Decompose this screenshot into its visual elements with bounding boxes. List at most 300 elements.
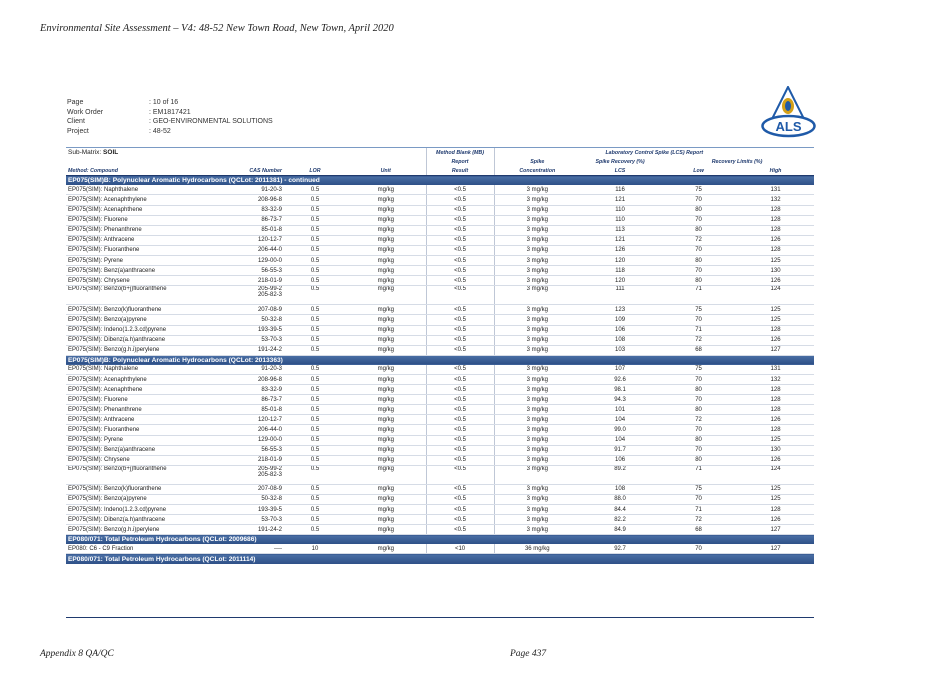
cell-res: <0.5 — [426, 195, 494, 205]
footer-appendix: Appendix 8 QA/QC — [40, 649, 114, 659]
cell-lcs: 121 — [580, 195, 660, 205]
cell-cas: 120-12-7 — [216, 235, 284, 245]
cell-res: <0.5 — [426, 415, 494, 425]
cell-low: 80 — [660, 455, 737, 465]
cell-lcs: 101 — [580, 405, 660, 415]
group-title: EP075(SIM)B: Polynuclear Aromatic Hydrocarbons (QCLot: 2011381) - continued — [66, 176, 814, 186]
cell-cmp: EP075(SIM): Fluorene — [66, 215, 216, 225]
cell-res: <0.5 — [426, 445, 494, 455]
cell-low: 80 — [660, 405, 737, 415]
cell-res: <0.5 — [426, 345, 494, 355]
table-row — [66, 256, 814, 266]
cell-cmp: EP075(SIM): Acenaphthylene — [66, 374, 216, 384]
cell-low: 71 — [660, 286, 737, 305]
cell-conc: 3 mg/kg — [494, 256, 580, 266]
cell-cmp: EP075(SIM): Acenaphthene — [66, 385, 216, 395]
cell-conc: 3 mg/kg — [494, 365, 580, 375]
cell-high: 128 — [737, 205, 814, 215]
table-row — [66, 215, 814, 225]
cell-conc: 3 mg/kg — [494, 225, 580, 235]
cell-high: 128 — [737, 425, 814, 435]
cell-lcs: 84.9 — [580, 525, 660, 535]
info-key: Client — [67, 118, 85, 125]
table-row — [66, 435, 814, 445]
cell-cmp: EP075(SIM): Fluorene — [66, 395, 216, 405]
table-row — [66, 374, 814, 384]
cell-lor: 0.5 — [284, 185, 346, 195]
table-row — [66, 276, 814, 286]
cell-high: 125 — [737, 494, 814, 504]
cell-conc: 3 mg/kg — [494, 525, 580, 535]
cell-lcs: 104 — [580, 435, 660, 445]
cell-cas: 53-70-3 — [216, 335, 284, 345]
cell-high: 128 — [737, 385, 814, 395]
cell-res: <0.5 — [426, 325, 494, 335]
cell-res: <0.5 — [426, 365, 494, 375]
cell-unit: mg/kg — [346, 195, 426, 205]
cell-low: 68 — [660, 525, 737, 535]
cell-res: <0.5 — [426, 266, 494, 276]
cell-cas: 193-39-5 — [216, 505, 284, 515]
cell-res: <0.5 — [426, 286, 494, 305]
cell-high: 126 — [737, 455, 814, 465]
cell-res: <0.5 — [426, 385, 494, 395]
cell-cas: 129-00-0 — [216, 435, 284, 445]
cell-high: 125 — [737, 435, 814, 445]
cell-unit: mg/kg — [346, 515, 426, 525]
cell-low: 72 — [660, 235, 737, 245]
cell-lcs: 118 — [580, 266, 660, 276]
cell-conc: 3 mg/kg — [494, 276, 580, 286]
high-header: High — [737, 166, 814, 176]
mb-report-header: Report — [426, 157, 494, 166]
table-row — [66, 245, 814, 255]
cell-res: <0.5 — [426, 435, 494, 445]
cell-lor: 10 — [284, 544, 346, 554]
table-row — [66, 205, 814, 215]
concentration-header: Concentration — [494, 166, 580, 176]
cell-low: 80 — [660, 385, 737, 395]
report-info — [67, 98, 273, 136]
table-row — [66, 286, 814, 305]
cell-high: 124 — [737, 286, 814, 305]
cell-lor: 0.5 — [284, 435, 346, 445]
cell-unit: mg/kg — [346, 505, 426, 515]
cell-low: 70 — [660, 395, 737, 405]
cell-conc: 3 mg/kg — [494, 484, 580, 494]
cell-cas: 193-39-5 — [216, 325, 284, 335]
cas-number-secondary: 205-82-3 — [257, 471, 282, 478]
cell-conc: 3 mg/kg — [494, 215, 580, 225]
cell-low: 71 — [660, 505, 737, 515]
submatrix-label: Sub-Matrix: — [68, 149, 102, 157]
cell-res: <0.5 — [426, 276, 494, 286]
cell-unit: mg/kg — [346, 374, 426, 384]
table-row — [66, 505, 814, 515]
cell-conc: 3 mg/kg — [494, 305, 580, 315]
cell-lor: 0.5 — [284, 405, 346, 415]
group-title: EP080/071: Total Petroleum Hydrocarbons (QCLot: 2011114) — [66, 554, 814, 564]
low-header: Low — [660, 166, 737, 176]
cell-high: 132 — [737, 195, 814, 205]
info-value: : 10 of 16 — [149, 99, 179, 106]
cas-number-secondary: 205-82-3 — [257, 292, 282, 299]
unit-header: Unit — [346, 166, 426, 176]
cell-unit: mg/kg — [346, 425, 426, 435]
cell-res: <0.5 — [426, 395, 494, 405]
table-row — [66, 515, 814, 525]
cell-res: <10 — [426, 544, 494, 554]
cell-res: <0.5 — [426, 515, 494, 525]
group-title: EP080/071: Total Petroleum Hydrocarbons (QCLot: 2009686) — [66, 535, 814, 545]
table-row — [66, 484, 814, 494]
cell-cmp: EP075(SIM): Benzo(a)pyrene — [66, 494, 216, 504]
cell-lor: 0.5 — [284, 425, 346, 435]
cell-lcs: 103 — [580, 345, 660, 355]
cell-cas: 191-24-2 — [216, 345, 284, 355]
cell-cmp: EP075(SIM): Phenanthrene — [66, 405, 216, 415]
cell-res: <0.5 — [426, 374, 494, 384]
cell-cmp: EP075(SIM): Benz(a)anthracene — [66, 445, 216, 455]
cell-cas: 85-01-8 — [216, 225, 284, 235]
cell-cmp: EP075(SIM): Chrysene — [66, 455, 216, 465]
cell-lcs: 98.1 — [580, 385, 660, 395]
cell-unit: mg/kg — [346, 205, 426, 215]
footer-rule — [66, 617, 814, 618]
cell-res: <0.5 — [426, 494, 494, 504]
cell-high: 128 — [737, 245, 814, 255]
cell-lcs: 121 — [580, 235, 660, 245]
cell-high: 125 — [737, 256, 814, 266]
cell-cas: 86-73-7 — [216, 215, 284, 225]
cell-conc: 3 mg/kg — [494, 515, 580, 525]
cell-high: 126 — [737, 235, 814, 245]
lor-header: LOR — [284, 166, 346, 176]
cell-high: 128 — [737, 215, 814, 225]
cell-cas: 206-44-0 — [216, 425, 284, 435]
cell-lor: 0.5 — [284, 325, 346, 335]
table-row — [66, 225, 814, 235]
info-value: : EM1817421 — [149, 108, 191, 116]
table-row — [66, 345, 814, 355]
cell-unit: mg/kg — [346, 185, 426, 195]
table-row — [66, 395, 814, 405]
cell-high: 127 — [737, 544, 814, 554]
cell-res: <0.5 — [426, 425, 494, 435]
cell-unit: mg/kg — [346, 494, 426, 504]
cell-cas: 83-32-9 — [216, 205, 284, 215]
cell-high: 130 — [737, 445, 814, 455]
cell-high: 125 — [737, 315, 814, 325]
cell-unit: mg/kg — [346, 465, 426, 484]
cell-conc: 3 mg/kg — [494, 465, 580, 484]
cell-lcs: 84.4 — [580, 505, 660, 515]
cell-low: 72 — [660, 415, 737, 425]
cell-unit: mg/kg — [346, 235, 426, 245]
cell-lcs: 107 — [580, 365, 660, 375]
cell-conc: 3 mg/kg — [494, 455, 580, 465]
cell-cas: 218-01-9 — [216, 276, 284, 286]
lcs-group-header: Laboratory Control Spike (LCS) Report — [494, 148, 814, 158]
cell-high: 126 — [737, 415, 814, 425]
table-row — [66, 365, 814, 375]
cell-cas: 56-55-3 — [216, 266, 284, 276]
cell-low: 72 — [660, 515, 737, 525]
cell-low: 70 — [660, 544, 737, 554]
cell-cmp: EP075(SIM): Benzo(b+j)fluoranthene — [66, 286, 216, 305]
cell-lor: 0.5 — [284, 245, 346, 255]
cell-res: <0.5 — [426, 256, 494, 266]
cell-conc: 3 mg/kg — [494, 266, 580, 276]
cell-cas: 208-96-8 — [216, 195, 284, 205]
cell-conc: 3 mg/kg — [494, 435, 580, 445]
cell-conc: 3 mg/kg — [494, 445, 580, 455]
cell-lor: 0.5 — [284, 256, 346, 266]
cell-low: 70 — [660, 215, 737, 225]
submatrix — [66, 148, 426, 158]
cell-conc: 3 mg/kg — [494, 345, 580, 355]
cell-high: 128 — [737, 395, 814, 405]
cell-conc: 36 mg/kg — [494, 544, 580, 554]
cell-low: 70 — [660, 425, 737, 435]
cell-cas: 206-44-0 — [216, 245, 284, 255]
group-header-row — [66, 554, 814, 564]
cell-conc: 3 mg/kg — [494, 315, 580, 325]
cell-res: <0.5 — [426, 235, 494, 245]
cell-cmp: EP075(SIM): Acenaphthylene — [66, 195, 216, 205]
cell-cmp: EP075(SIM): Benzo(g.h.i)perylene — [66, 345, 216, 355]
cell-lcs: 104 — [580, 415, 660, 425]
cell-lor: 0.5 — [284, 515, 346, 525]
cell-res: <0.5 — [426, 455, 494, 465]
cell-low: 80 — [660, 225, 737, 235]
table-row — [66, 235, 814, 245]
cell-res: <0.5 — [426, 315, 494, 325]
cell-conc: 3 mg/kg — [494, 195, 580, 205]
cell-conc: 3 mg/kg — [494, 505, 580, 515]
cell-cas: 85-01-8 — [216, 405, 284, 415]
cell-low: 70 — [660, 494, 737, 504]
cell-cas: 86-73-7 — [216, 395, 284, 405]
cell-lor: 0.5 — [284, 415, 346, 425]
cell-conc: 3 mg/kg — [494, 245, 580, 255]
cell-low: 71 — [660, 325, 737, 335]
cell-cas: 91-20-3 — [216, 185, 284, 195]
table-row — [66, 185, 814, 195]
table-row — [66, 465, 814, 484]
table-row — [66, 305, 814, 315]
cell-high: 127 — [737, 345, 814, 355]
cell-lcs: 91.7 — [580, 445, 660, 455]
cell-lcs: 126 — [580, 245, 660, 255]
cell-low: 75 — [660, 305, 737, 315]
cell-unit: mg/kg — [346, 266, 426, 276]
cell-lor: 0.5 — [284, 235, 346, 245]
table-row — [66, 415, 814, 425]
cas-number: 205-99-2 — [257, 286, 282, 293]
cell-res: <0.5 — [426, 305, 494, 315]
cell-lcs: 116 — [580, 185, 660, 195]
cell-conc: 3 mg/kg — [494, 205, 580, 215]
cell-high: 130 — [737, 266, 814, 276]
cell-cmp: EP075(SIM): Phenanthrene — [66, 225, 216, 235]
table-row — [66, 315, 814, 325]
table-row — [66, 445, 814, 455]
cell-low: 72 — [660, 335, 737, 345]
cell-unit: mg/kg — [346, 345, 426, 355]
group-title: EP075(SIM)B: Polynuclear Aromatic Hydrocarbons (QCLot: 2013363) — [66, 355, 814, 365]
cell-unit: mg/kg — [346, 245, 426, 255]
table-row — [66, 405, 814, 415]
info-key: Project — [67, 127, 89, 135]
spike-recovery-header: Spike Recovery (%) — [595, 158, 645, 165]
cell-lor: 0.5 — [284, 455, 346, 465]
cell-lor: 0.5 — [284, 465, 346, 484]
cell-high: 128 — [737, 405, 814, 415]
cell-conc: 3 mg/kg — [494, 235, 580, 245]
cell-lcs: 89.2 — [580, 465, 660, 484]
logo-text: ALS — [775, 119, 802, 134]
table-row — [66, 325, 814, 335]
table-row — [66, 455, 814, 465]
cell-lor: 0.5 — [284, 315, 346, 325]
cell-lcs: 111 — [580, 286, 660, 305]
table-row — [66, 195, 814, 205]
cell-lcs: 120 — [580, 256, 660, 266]
cell-conc: 3 mg/kg — [494, 405, 580, 415]
info-row — [67, 108, 273, 118]
cell-lor: 0.5 — [284, 215, 346, 225]
cell-cmp: EP075(SIM): Benzo(a)pyrene — [66, 315, 216, 325]
cell-low: 80 — [660, 276, 737, 286]
cell-cas: 207-08-9 — [216, 484, 284, 494]
cell-lor: 0.5 — [284, 494, 346, 504]
cell-lor: 0.5 — [284, 305, 346, 315]
info-row — [67, 127, 273, 137]
cell-conc: 3 mg/kg — [494, 185, 580, 195]
cell-conc: 3 mg/kg — [494, 425, 580, 435]
cell-conc: 3 mg/kg — [494, 494, 580, 504]
footer-page: Page 437 — [510, 649, 547, 659]
table-row — [66, 525, 814, 535]
cell-lor: 0.5 — [284, 286, 346, 305]
cell-unit: mg/kg — [346, 276, 426, 286]
cell-lcs: 110 — [580, 215, 660, 225]
cell-high: 126 — [737, 335, 814, 345]
cell-lcs: 92.6 — [580, 374, 660, 384]
cell-lcs: 109 — [580, 315, 660, 325]
cell-high: 128 — [737, 505, 814, 515]
table-row — [66, 425, 814, 435]
table-row — [66, 385, 814, 395]
cell-unit: mg/kg — [346, 286, 426, 305]
cell-lcs: 92.7 — [580, 544, 660, 554]
cell-cmp: EP080: C6 - C9 Fraction — [66, 544, 216, 554]
cell-lcs: 108 — [580, 335, 660, 345]
cell-unit: mg/kg — [346, 325, 426, 335]
cell-low: 80 — [660, 435, 737, 445]
cell-unit: mg/kg — [346, 305, 426, 315]
cell-cmp: EP075(SIM): Indeno(1.2.3.cd)pyrene — [66, 505, 216, 515]
cell-unit: mg/kg — [346, 365, 426, 375]
cell-cas: 191-24-2 — [216, 525, 284, 535]
cell-unit: mg/kg — [346, 395, 426, 405]
info-row — [67, 117, 273, 127]
result-header: Result — [426, 166, 494, 176]
cell-high: 126 — [737, 515, 814, 525]
cell-lor: 0.5 — [284, 335, 346, 345]
cell-unit: mg/kg — [346, 455, 426, 465]
group-header-row — [66, 176, 814, 186]
cell-unit: mg/kg — [346, 315, 426, 325]
cell-low: 70 — [660, 245, 737, 255]
cell-low: 71 — [660, 465, 737, 484]
cell-lor: 0.5 — [284, 195, 346, 205]
cell-cmp: EP075(SIM): Benzo(b+j)fluoranthene — [66, 465, 216, 484]
cell-cas: ---- — [216, 544, 284, 554]
cell-lor: 0.5 — [284, 345, 346, 355]
cell-lor: 0.5 — [284, 525, 346, 535]
cell-unit: mg/kg — [346, 256, 426, 266]
cell-cmp: EP075(SIM): Fluoranthene — [66, 425, 216, 435]
cell-res: <0.5 — [426, 225, 494, 235]
cell-lcs: 110 — [580, 205, 660, 215]
cell-lor: 0.5 — [284, 385, 346, 395]
cell-conc: 3 mg/kg — [494, 335, 580, 345]
cell-cas — [216, 286, 284, 305]
table-row — [66, 335, 814, 345]
cell-cmp: EP075(SIM): Benzo(g.h.i)perylene — [66, 525, 216, 535]
cell-cmp: EP075(SIM): Dibenz(a.h)anthracene — [66, 515, 216, 525]
spike-header: Spike — [494, 157, 580, 166]
cell-lcs: 99.0 — [580, 425, 660, 435]
cell-res: <0.5 — [426, 525, 494, 535]
cell-cas: 83-32-9 — [216, 385, 284, 395]
cas-number: 205-99-2 — [257, 465, 282, 472]
cell-cas: 50-32-8 — [216, 315, 284, 325]
cell-res: <0.5 — [426, 505, 494, 515]
cell-lcs: 120 — [580, 276, 660, 286]
cell-high: 131 — [737, 365, 814, 375]
cell-cas: 56-55-3 — [216, 445, 284, 455]
cell-unit: mg/kg — [346, 225, 426, 235]
info-value: : GEO-ENVIRONMENTAL SOLUTIONS — [149, 118, 273, 125]
cell-lor: 0.5 — [284, 484, 346, 494]
cell-res: <0.5 — [426, 185, 494, 195]
cell-high: 132 — [737, 374, 814, 384]
cell-conc: 3 mg/kg — [494, 385, 580, 395]
cell-lor: 0.5 — [284, 374, 346, 384]
cell-cmp: EP075(SIM): Fluoranthene — [66, 245, 216, 255]
cell-unit: mg/kg — [346, 445, 426, 455]
cell-low: 80 — [660, 256, 737, 266]
qc-table — [66, 147, 814, 564]
cell-res: <0.5 — [426, 245, 494, 255]
cell-unit: mg/kg — [346, 525, 426, 535]
cell-cmp: EP075(SIM): Dibenz(a.h)anthracene — [66, 335, 216, 345]
cell-res: <0.5 — [426, 205, 494, 215]
cell-high: 126 — [737, 276, 814, 286]
cell-low: 70 — [660, 195, 737, 205]
info-value: : 48-52 — [149, 127, 171, 135]
cell-unit: mg/kg — [346, 335, 426, 345]
cell-low: 70 — [660, 374, 737, 384]
cell-cmp: EP075(SIM): Benzo(k)fluoranthene — [66, 305, 216, 315]
info-key: Page — [67, 99, 84, 106]
cell-cmp: EP075(SIM): Chrysene — [66, 276, 216, 286]
cell-high: 124 — [737, 465, 814, 484]
cell-lor: 0.5 — [284, 205, 346, 215]
